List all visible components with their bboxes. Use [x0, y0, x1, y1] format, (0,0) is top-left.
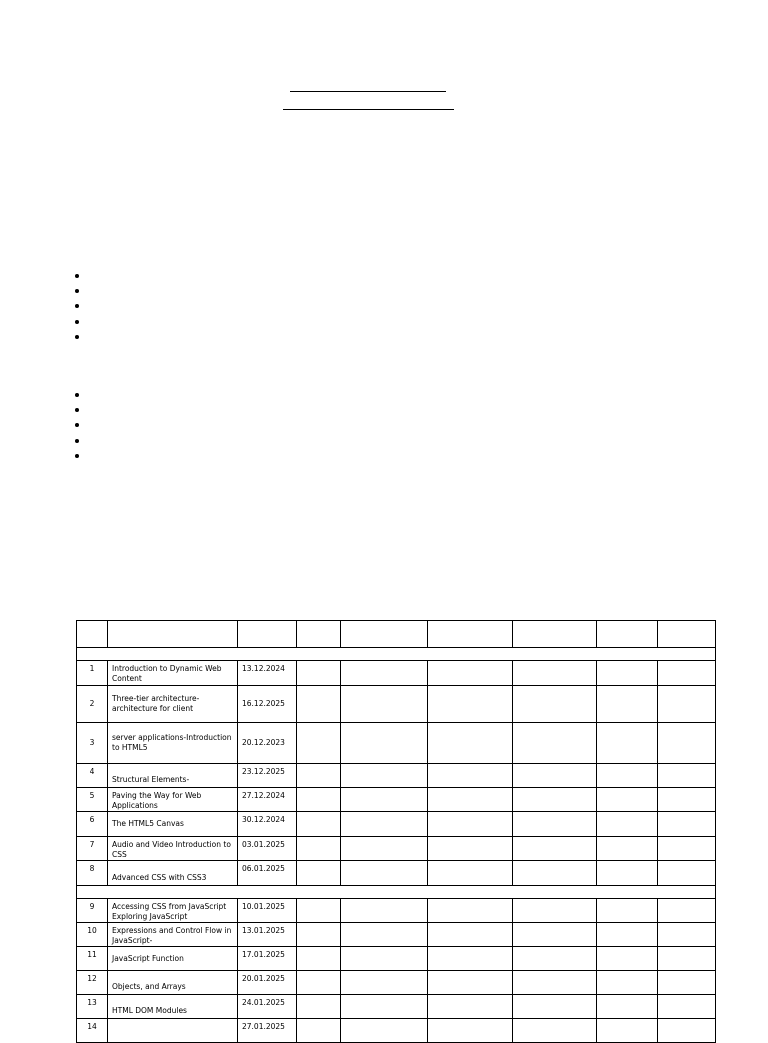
section-divider-row	[77, 648, 716, 661]
table-cell	[658, 788, 716, 812]
column-header	[108, 621, 238, 648]
table-cell	[597, 923, 658, 947]
table-row	[77, 686, 716, 723]
column-header	[77, 621, 108, 648]
table-cell	[597, 686, 658, 723]
table-cell	[597, 661, 658, 686]
bullet-item	[71, 417, 85, 432]
table-cell	[513, 788, 597, 812]
row-topic: Three-tier architecture-architecture for client	[108, 686, 238, 723]
row-topic: Structural Elements-	[108, 764, 238, 788]
column-header	[297, 621, 341, 648]
table-row	[77, 788, 716, 812]
row-number: 2	[77, 686, 108, 723]
table-cell	[513, 923, 597, 947]
table-row	[77, 923, 716, 947]
table-cell	[297, 788, 341, 812]
table-cell	[658, 764, 716, 788]
row-topic: JavaScript Function	[108, 947, 238, 971]
table-cell	[297, 661, 341, 686]
table-cell	[341, 1019, 428, 1043]
table-cell	[597, 812, 658, 837]
table-cell	[428, 971, 513, 995]
row-number: 3	[77, 723, 108, 764]
table-cell	[658, 1019, 716, 1043]
table-cell	[297, 812, 341, 837]
row-topic: Advanced CSS with CSS3	[108, 861, 238, 886]
row-date: 03.01.2025	[238, 837, 297, 861]
column-header	[341, 621, 428, 648]
row-number: 10	[77, 923, 108, 947]
table-row	[77, 995, 716, 1019]
table-cell	[597, 861, 658, 886]
table-cell	[428, 1019, 513, 1043]
table-row	[77, 723, 716, 764]
table-cell	[513, 686, 597, 723]
table-cell	[341, 995, 428, 1019]
row-number: 7	[77, 837, 108, 861]
table-row	[77, 971, 716, 995]
table-cell	[428, 686, 513, 723]
table-row	[77, 1019, 716, 1043]
table-cell	[297, 861, 341, 886]
table-cell	[341, 861, 428, 886]
table-cell	[513, 995, 597, 1019]
bullet-list-2	[71, 387, 85, 463]
table-cell	[597, 899, 658, 923]
row-number: 4	[77, 764, 108, 788]
table-cell	[297, 971, 341, 995]
row-topic: The HTML5 Canvas	[108, 812, 238, 837]
table-cell	[428, 723, 513, 764]
row-date: 10.01.2025	[238, 899, 297, 923]
table-cell	[341, 899, 428, 923]
table-cell	[513, 764, 597, 788]
table-cell	[658, 899, 716, 923]
column-header	[428, 621, 513, 648]
table-cell	[341, 764, 428, 788]
row-number: 6	[77, 812, 108, 837]
table-cell	[428, 788, 513, 812]
table-cell	[428, 923, 513, 947]
lesson-schedule-table	[76, 620, 716, 1043]
table-cell	[513, 812, 597, 837]
row-date: 27.12.2024	[238, 788, 297, 812]
table-cell	[658, 861, 716, 886]
title-underline	[290, 91, 446, 92]
table-cell	[597, 947, 658, 971]
row-date: 27.01.2025	[238, 1019, 297, 1043]
table-cell	[341, 971, 428, 995]
table-cell	[297, 723, 341, 764]
table-cell	[513, 1019, 597, 1043]
table-cell	[658, 923, 716, 947]
table-cell	[428, 995, 513, 1019]
table-cell	[513, 971, 597, 995]
row-topic	[108, 1019, 238, 1043]
table-cell	[658, 661, 716, 686]
table-cell	[513, 899, 597, 923]
subtitle-underline	[283, 109, 454, 110]
table-cell	[428, 837, 513, 861]
table-cell	[513, 661, 597, 686]
table-cell	[341, 723, 428, 764]
section-divider-row	[77, 886, 716, 899]
table-cell	[658, 971, 716, 995]
table-row	[77, 899, 716, 923]
table-cell	[513, 837, 597, 861]
table-cell	[428, 861, 513, 886]
table-cell	[428, 661, 513, 686]
table-cell	[658, 723, 716, 764]
row-number: 1	[77, 661, 108, 686]
row-date: 06.01.2025	[238, 861, 297, 886]
table-cell	[297, 923, 341, 947]
row-topic: server applications-Introduction to HTML5	[108, 723, 238, 764]
bullet-item	[71, 268, 85, 283]
table-row	[77, 837, 716, 861]
bullet-item	[71, 283, 85, 298]
row-date: 23.12.2025	[238, 764, 297, 788]
bullet-item	[71, 314, 85, 329]
table-cell	[658, 812, 716, 837]
row-number: 5	[77, 788, 108, 812]
table-cell	[341, 837, 428, 861]
table-cell	[658, 837, 716, 861]
row-date: 24.01.2025	[238, 995, 297, 1019]
row-topic: Accessing CSS from JavaScript Exploring JavaScript	[108, 899, 238, 923]
table-cell	[658, 947, 716, 971]
row-date: 17.01.2025	[238, 947, 297, 971]
table-cell	[341, 788, 428, 812]
row-number: 14	[77, 1019, 108, 1043]
row-number: 9	[77, 899, 108, 923]
bullet-item	[71, 329, 85, 344]
table-cell	[297, 899, 341, 923]
table-cell	[297, 995, 341, 1019]
table-cell	[428, 812, 513, 837]
row-date: 16.12.2025	[238, 686, 297, 723]
row-date: 13.12.2024	[238, 661, 297, 686]
table-cell	[513, 861, 597, 886]
row-number: 8	[77, 861, 108, 886]
table-cell	[297, 947, 341, 971]
table-cell	[597, 764, 658, 788]
table-cell	[297, 837, 341, 861]
table-cell	[297, 686, 341, 723]
table-cell	[597, 995, 658, 1019]
row-number: 11	[77, 947, 108, 971]
bullet-item	[71, 433, 85, 448]
table-cell	[597, 723, 658, 764]
table-cell	[341, 686, 428, 723]
table-cell	[297, 764, 341, 788]
bullet-item	[71, 298, 85, 313]
row-date: 30.12.2024	[238, 812, 297, 837]
table-cell	[428, 899, 513, 923]
bullet-item	[71, 387, 85, 402]
row-topic: Expressions and Control Flow in JavaScript-	[108, 923, 238, 947]
table-cell	[341, 812, 428, 837]
table-row	[77, 861, 716, 886]
section-divider-cell	[77, 648, 716, 661]
table-cell	[341, 947, 428, 971]
row-date: 20.12.2023	[238, 723, 297, 764]
row-topic: HTML DOM Modules	[108, 995, 238, 1019]
column-header	[597, 621, 658, 648]
table-header-row	[77, 621, 716, 648]
table-row	[77, 764, 716, 788]
row-topic: Paving the Way for Web Applications	[108, 788, 238, 812]
table-row	[77, 661, 716, 686]
row-topic: Introduction to Dynamic Web Content	[108, 661, 238, 686]
table-cell	[658, 995, 716, 1019]
table-cell	[658, 686, 716, 723]
table-cell	[513, 947, 597, 971]
table-cell	[597, 837, 658, 861]
table-cell	[428, 947, 513, 971]
table-row	[77, 947, 716, 971]
table-row	[77, 812, 716, 837]
row-topic: Audio and Video Introduction to CSS	[108, 837, 238, 861]
column-header	[658, 621, 716, 648]
row-date: 13.01.2025	[238, 923, 297, 947]
table-cell	[597, 1019, 658, 1043]
section-divider-cell	[77, 886, 716, 899]
table-cell	[341, 661, 428, 686]
table-cell	[341, 923, 428, 947]
bullet-item	[71, 402, 85, 417]
column-header	[513, 621, 597, 648]
table-cell	[597, 788, 658, 812]
row-date: 20.01.2025	[238, 971, 297, 995]
row-number: 13	[77, 995, 108, 1019]
bullet-list-1	[71, 268, 85, 344]
row-number: 12	[77, 971, 108, 995]
row-topic: Objects, and Arrays	[108, 971, 238, 995]
table-cell	[513, 723, 597, 764]
column-header	[238, 621, 297, 648]
table-cell	[597, 971, 658, 995]
table-cell	[428, 764, 513, 788]
bullet-item	[71, 448, 85, 463]
table-cell	[297, 1019, 341, 1043]
